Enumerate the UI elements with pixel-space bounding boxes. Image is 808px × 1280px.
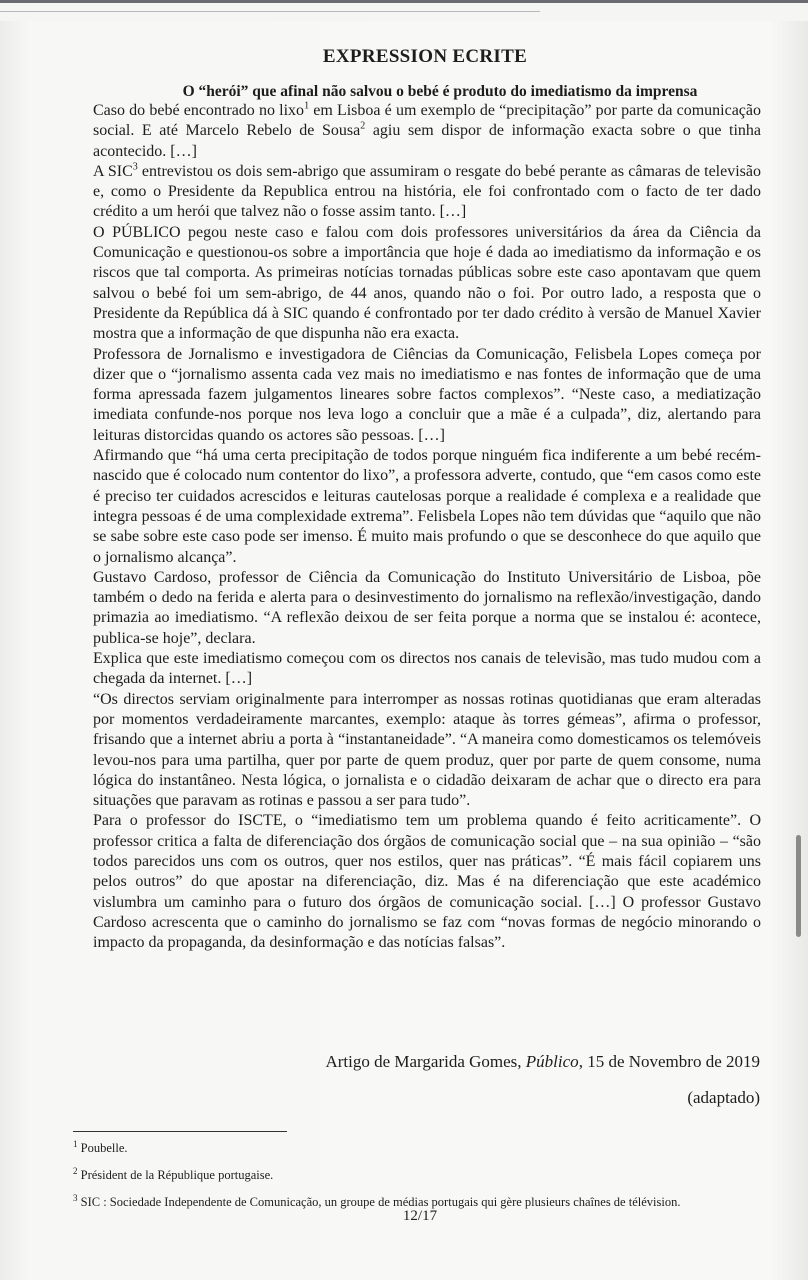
- footnote-3: $^3$ SIC : Sociedade Independente de Comunicação, un groupe de médias portugais qui gère plusieurs chaînes de télévision.: [73, 1193, 681, 1210]
- paragraph-8: “Os directos serviam originalmente para interromper as nossas rotinas quotidianas que eram alteradas por momentos verdadeiramente marcantes, exemplo: ataque às torres gémeas”, afirma o professor, frisando que a internet abriu a porta à “instantaneidade”. “A maneira como domesticamos os telemóveis levou-nos para uma partilha, quer por parte de quem produz, quer por parte de quem consome, numa lógica do instantâneo. Nesta lógica, o jornalista e o cidadão deixaram de achar que o directo era para situações que paravam as rotinas e passou a ser para tudo”.: [93, 690, 761, 810]
- adapted-note: (adaptado): [687, 1088, 760, 1107]
- paragraph-6: Gustavo Cardoso, professor de Ciência da Comunicação do Instituto Universitário de Lisboa, põe também o dedo na ferida e alerta para o desinvestimento do jornalismo na reflexão/investigação, dando primazia ao imediatismo. “A reflexão deixou de ser feita porque a norma que se instalou é: acontece, publica-se hoje”, declara.: [93, 568, 761, 647]
- footnote-2: $^2$ Président de la République portugaise.: [73, 1166, 274, 1183]
- footnotes: [73, 1137, 753, 1218]
- scan-top-edge: [0, 0, 808, 21]
- publication-name: Público: [525, 1052, 579, 1071]
- paragraph-2: A SIC$^3$ entrevistou os dois sem-abrigo que assumiram o resgate do bebé perante as câmaras de televisão e, como o Presidente da Republica entrou na história, ele foi confrontado com o facto de ter dado crédito a um herói que talvez não o fosse assim tanto. […]: [93, 161, 761, 221]
- paragraph-4: Professora de Jornalismo e investigadora de Ciências da Comunicação, Felisbela Lopes começa por dizer que o “jornalismo assenta cada vez mais no imediatismo e nas fontes de informação que de uma forma apressada fazem julgamentos lineares sobre factos complexos”. “Neste caso, a mediatização imediata confunde-nos porque nos leva logo a concluir que a mãe é a culpada”, diz, alertando para leituras distorcidas quando os actores são pessoas. […]: [93, 345, 761, 444]
- footnote-ref-2: 2: [360, 120, 366, 132]
- article-body: [93, 101, 761, 953]
- article-title: O “herói” que afinal não salvou o bebé é produto do imediatismo da imprensa: [182, 83, 698, 100]
- paragraph-3: O PÚBLICO pegou neste caso e falou com dois professores universitários da área da Ciência da Comunicação e questionou-os sobre a importância que hoje é dada ao imediatismo da informação e os riscos que tal comporta. As primeiras notícias tornadas públicas sobre este caso apontavam que quem salvou o bebé foi um sem-abrigo, de 44 anos, quando não o foi. Por outro lado, a resposta que o Presidente da República dá à SIC quando é confrontado por ter dado crédito à versão de Manuel Xavier mostra que a informação de que dispunha não era exacta.: [93, 223, 761, 343]
- paragraph-1: Caso do bebé encontrado no lixo$^1$ em Lisboa é um exemplo de “precipitação” por parte da comunicação social. E até Marcelo Rebelo de Sousa$^2$ agiu sem dispor de informação exacta sobre o que tinha acontecido. […]: [93, 100, 762, 160]
- scrollbar-thumb[interactable]: [796, 835, 801, 937]
- footnote-1: $^1$ Poubelle.: [73, 1139, 128, 1156]
- section-heading: EXPRESSION ECRITE: [322, 46, 528, 67]
- footnote-divider: [73, 1131, 287, 1132]
- paragraph-7: Explica que este imediatismo começou com os directos nos canais de televisão, mas tudo mudou com a chegada da internet. […]: [93, 650, 761, 688]
- paragraph-5: Afirmando que “há uma certa precipitação de todos porque ninguém fica indiferente a um bebé recém-nascido que é colocado num contentor do lixo”, a professora adverte, contudo, que “em casos como este é preciso ter cuidados acrescidos e leituras cautelosas porque a realidade é complexa e a realidade que integra pessoas é de uma complexidade extrema”. Felisbela Lopes não tem dúvidas que “aquilo que não se sabe sobre este caso pode ser imenso. É muito mais profundo o que se desconhece do que aquilo que o jornalismo alcança”.: [93, 447, 761, 566]
- paragraph-9: Para o professor do ISCTE, o “imediatismo tem um problema quando é feito acriticamente”. O professor critica a falta de diferenciação dos órgãos de comunicação social que – na sua opinião – “são todos parecidos uns com os outros, quer nos estilos, quer nas práticas”. “É mais fácil copiarem uns pelos outros” do que apostar na diferenciação, diz. Mas é na diferenciação que este académico vislumbra um caminho para o futuro dos órgãos de comunicação social. […] O professor Gustavo Cardoso acrescenta que o caminho do jornalismo se faz com “novas formas de negócio minorando o impacto da propaganda, da desinformação e das notícias falsas”.: [93, 812, 761, 952]
- article-signature: Artigo de Margarida Gomes, Público, 15 de Novembro de 2019: [325, 1052, 760, 1071]
- footnote-ref-1: 1: [304, 100, 310, 112]
- page-number: 12/17: [402, 1208, 438, 1224]
- footnote-ref-3: 3: [132, 161, 138, 173]
